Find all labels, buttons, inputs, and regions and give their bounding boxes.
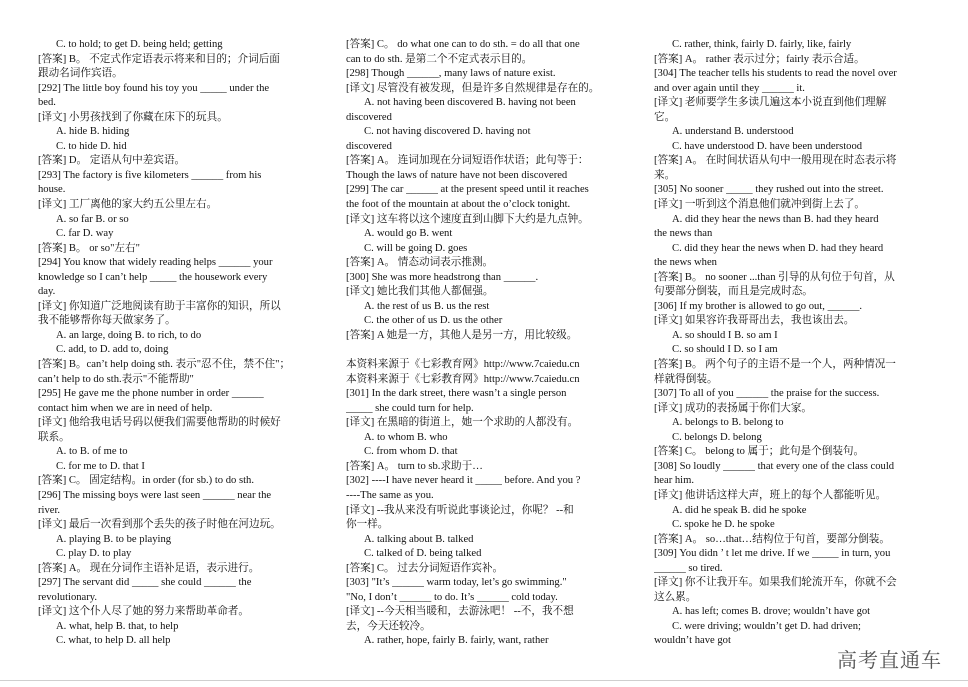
text-line: [译文] 在黑暗的街道上，她一个求助的人都没有。 [346, 417, 579, 429]
text-line: [译文] --今天相当暖和，去游泳吧！ --不，我不想 [346, 606, 574, 618]
answer-option-line: A. an large, doing B. to rich, to do [56, 329, 202, 341]
answer-option-line: C. for me to D. that I [56, 460, 145, 472]
text-line: contact him when we are in need of help. [38, 402, 213, 414]
text-line: [303] "It’s ______ warm today, let’s go swimming." [346, 577, 567, 589]
text-line: [301] In the dark street, there wasn’t a single person [346, 388, 567, 400]
text-line: [296] The missing boys were last seen ______ near the [38, 489, 272, 501]
text-line: [306] If my brother is allowed to go out, ______. [654, 300, 863, 312]
page-bottom-rule [0, 680, 968, 681]
text-line: [译文] 他讲话这样大声，班上的每个人都能听见。 [654, 489, 887, 501]
answer-option-line: C. to hide D. hid [56, 140, 127, 152]
text-line: [答案] A。 情态动词表示推测。 [346, 257, 494, 269]
answer-option-line: A. belongs to B. belong to [672, 417, 784, 429]
answer-option-line: C. far D. way [56, 228, 114, 240]
answer-option-line: C. will be going D. goes [364, 242, 468, 254]
answer-option-line: A. so far B. or so [56, 213, 129, 225]
answer-option-line: C. not having discovered D. having not [364, 126, 531, 138]
text-line: [译文] 如果容许我哥哥出去，我也该出去。 [654, 315, 855, 327]
answer-option-line: A. did they hear the news than B. had they heard [672, 213, 879, 225]
text-line: can’t help to do sth.表示"不能帮助" [38, 373, 194, 385]
text-line: [305] No sooner _____ they rushed out into the street. [654, 184, 884, 196]
text-line: hear him. [654, 475, 695, 487]
text-line: [译文] 老师要学生多读几遍这本小说直到他们理解 [654, 97, 887, 109]
answer-option-line: A. so should I B. so am I [672, 329, 778, 341]
text-line: revolutionary. [38, 591, 98, 603]
text-line: can to do sth. 是第二个不定式表示目的。 [346, 53, 533, 65]
text-line: [译文] 小男孩找到了你藏在床下的玩具。 [38, 111, 228, 123]
text-line: [299] The car ______ at the present speed until it reaches [346, 184, 589, 196]
answer-option-line: C. spoke he D. he spoke [672, 519, 775, 531]
answer-option-line: C. have understood D. have been understood [672, 140, 863, 152]
answer-option-line: A. rather, hope, fairly B. fairly, want, rather [364, 635, 549, 647]
text-line: [293] The factory is five kilometers ______ from his [38, 169, 262, 181]
answer-option-line: A. would go B. went [364, 228, 453, 240]
text-line: discovered [346, 140, 392, 152]
answer-option-line: C. were driving; wouldn’t get D. had driven; [672, 620, 861, 632]
text-line: [译文] 一听到这个消息他们就冲到街上去了。 [654, 199, 865, 211]
answer-option-line: A. hide B. hiding [56, 126, 130, 138]
answer-option-line: A. the rest of us B. us the rest [364, 300, 490, 312]
text-line: wouldn’t have got [654, 635, 731, 647]
text-line: the foot of the mountain at about the o’clock tonight. [346, 199, 571, 211]
text-line: 它。 [654, 111, 676, 123]
answer-option-line: A. understand B. understood [672, 126, 794, 138]
text-line: [译文] 这个仆人尽了她的努力来帮助革命者。 [38, 606, 249, 618]
text-line: [302] ----I have never heard it _____ before. And you ? [346, 475, 581, 487]
answer-option-line: A. talking about B. talked [364, 533, 474, 545]
text-line: [译文] 你不让我开车。如果我们轮流开车，你就不会 [654, 577, 897, 589]
text-line: [答案] A。 turn to sb.求助于… [346, 460, 483, 472]
text-column-2 [346, 38, 644, 649]
text-line: ----The same as you. [346, 489, 434, 501]
text-column-1 [38, 38, 338, 649]
text-line: [309] You didn ’ t let me drive. If we _____ in turn, you [654, 548, 891, 560]
text-line: 我不能够帮你每天做家务了。 [38, 315, 176, 327]
text-line: [292] The little boy found his toy you _____ under the [38, 82, 270, 94]
text-line: [译文] 最后一次看到那个丢失的孩子时他在河边玩。 [38, 519, 281, 531]
text-line: [304] The teacher tells his students to read the novel over [654, 68, 897, 80]
text-line: 这么累。 [654, 591, 697, 603]
answer-option-line: A. what, help B. that, to help [56, 620, 179, 632]
text-line: knowledge so I can’t help _____ the housework every [38, 271, 268, 283]
answer-option-line: C. the other of us D. us the other [364, 315, 503, 327]
text-line: [译文] 这车将以这个速度直到山脚下大约是九点钟。 [346, 213, 589, 225]
text-line: [答案] C。 belong to 属于；此句是个倒装句。 [654, 446, 865, 458]
answer-option-line: A. to B. of me to [56, 446, 128, 458]
text-line: 联系。 [38, 431, 70, 443]
answer-option-line: A. did he speak B. did he spoke [672, 504, 807, 516]
text-line: 本资料来源于《七彩教育网》http://www.7caiedu.cn [346, 373, 580, 385]
text-line: [答案] B。 不定式作定语表示将来和目的；介词后面 [38, 53, 280, 65]
answer-option-line: C. what, to help D. all help [56, 635, 171, 647]
text-line: [答案] C。 固定结构。in order (for sb.) to do sth. [38, 475, 254, 487]
text-line: and over again until they ______ it. [654, 82, 805, 94]
text-line: [300] She was more headstrong than ______. [346, 271, 539, 283]
answer-option-line: C. belongs D. belong [672, 431, 762, 443]
answer-option-line: A. not having been discovered B. having not been [364, 97, 576, 109]
text-line: [295] He gave me the phone number in order ______ [38, 388, 264, 400]
text-line: ______ so tired. [654, 562, 723, 574]
text-line: 你一样。 [346, 519, 389, 531]
text-line: 来。 [654, 169, 676, 181]
text-line: [307] To all of you ______ the praise for the success. [654, 388, 880, 400]
text-line: [答案] B。 no sooner ...than 引导的从句位于句首，从 [654, 271, 895, 283]
text-line: [译文] 他给我电话号码以便我们需要他帮助的时候好 [38, 417, 281, 429]
text-line: [308] So loudly ______ that every one of the class could [654, 460, 895, 472]
answer-option-line: A. has left; comes B. drove; wouldn’t have got [672, 606, 871, 618]
answer-option-line: C. add, to D. add to, doing [56, 344, 169, 356]
text-line: [答案] B。 or so"左右" [38, 242, 140, 254]
text-line: [答案] C。 过去分词短语作宾补。 [346, 562, 504, 574]
text-line: 去，今天还较冷。 [346, 620, 431, 632]
text-line: the news when [654, 257, 717, 269]
text-line: [答案] C。 do what one can to do sth. = do all that one [346, 39, 580, 50]
answer-option-line: C. did they hear the news when D. had they heard [672, 242, 884, 254]
text-line: [答案] A。 现在分词作主语补足语，表示进行。 [38, 562, 260, 574]
text-line: _____ she could turn for help. [346, 402, 474, 414]
answer-option-line: A. playing B. to be playing [56, 533, 172, 545]
text-line: day. [38, 286, 56, 298]
text-line: [答案] A。 在时间状语从句中一般用现在时态表示将 [654, 155, 897, 167]
text-line: [译文] 你知道广泛地阅读有助于丰富你的知识，所以 [38, 300, 281, 312]
text-line: "No, I don’t ______ to do. It’s ______ cold today. [346, 591, 558, 603]
text-line: [297] The servant did _____ she could ______ the [38, 577, 252, 589]
text-line: 句要部分倒装，而且是完成时态。 [654, 286, 813, 298]
text-line: [答案] A 她是一方，其他人是另一方，用比较级。 [346, 329, 578, 341]
text-line: [294] You know that widely reading helps ______ your [38, 257, 273, 269]
text-line: [298] Though ______, many laws of nature exist. [346, 68, 556, 80]
text-line: [答案] A。 so…that…结构位于句首，要部分倒装。 [654, 533, 890, 545]
watermark-logo: 高考直通车 [837, 648, 942, 672]
text-line: river. [38, 504, 61, 516]
text-line: [译文] --我从来没有听说此事谈论过，你呢？ --和 [346, 504, 574, 516]
text-line: bed. [38, 97, 56, 109]
answer-option-line: C. from whom D. that [364, 446, 458, 458]
text-line: 本资料来源于《七彩教育网》http://www.7caiedu.cn [346, 359, 580, 371]
answer-option-line: C. to hold; to get D. being held; getting [56, 39, 223, 50]
answer-option-line: C. talked of D. being talked [364, 548, 482, 560]
text-line: [答案] B。 两个句子的主语不是一个人，两种情况一 [654, 359, 896, 371]
text-line: the news than [654, 228, 713, 240]
text-line: [译文] 她比我们其他人都倔强。 [346, 286, 494, 298]
text-line: 跟动名词作宾语。 [38, 68, 123, 80]
text-line: [答案] D。 定语从句中差宾语。 [38, 155, 186, 167]
text-line: [答案] B。can’t help doing sth. 表示"忍不住，禁不住"； [38, 359, 291, 371]
text-line: [答案] A。 rather 表示过分；fairly 表示合适。 [654, 53, 865, 65]
answer-option-line: C. rather, think, fairly D. fairly, like, fairly [672, 39, 852, 50]
text-line: discovered [346, 111, 392, 123]
text-line: 样就得倒装。 [654, 373, 718, 385]
text-column-3 [654, 38, 954, 649]
text-line [346, 343, 644, 358]
text-line: [译文] 成功的表扬属于你们大家。 [654, 402, 813, 414]
text-line: Though the laws of nature have not been discovered [346, 169, 568, 181]
text-line: [答案] A。 连词加现在分词短语作状语；此句等于： [346, 155, 589, 167]
text-line: house. [38, 184, 66, 196]
text-line: [译文] 尽管没有被发现，但是许多自然规律是存在的。 [346, 82, 600, 94]
answer-option-line: C. play D. to play [56, 548, 132, 560]
text-line: [译文] 工厂离他的家大约五公里左右。 [38, 199, 218, 211]
answer-option-line: C. so should I D. so I am [672, 344, 778, 356]
answer-option-line: A. to whom B. who [364, 431, 448, 443]
